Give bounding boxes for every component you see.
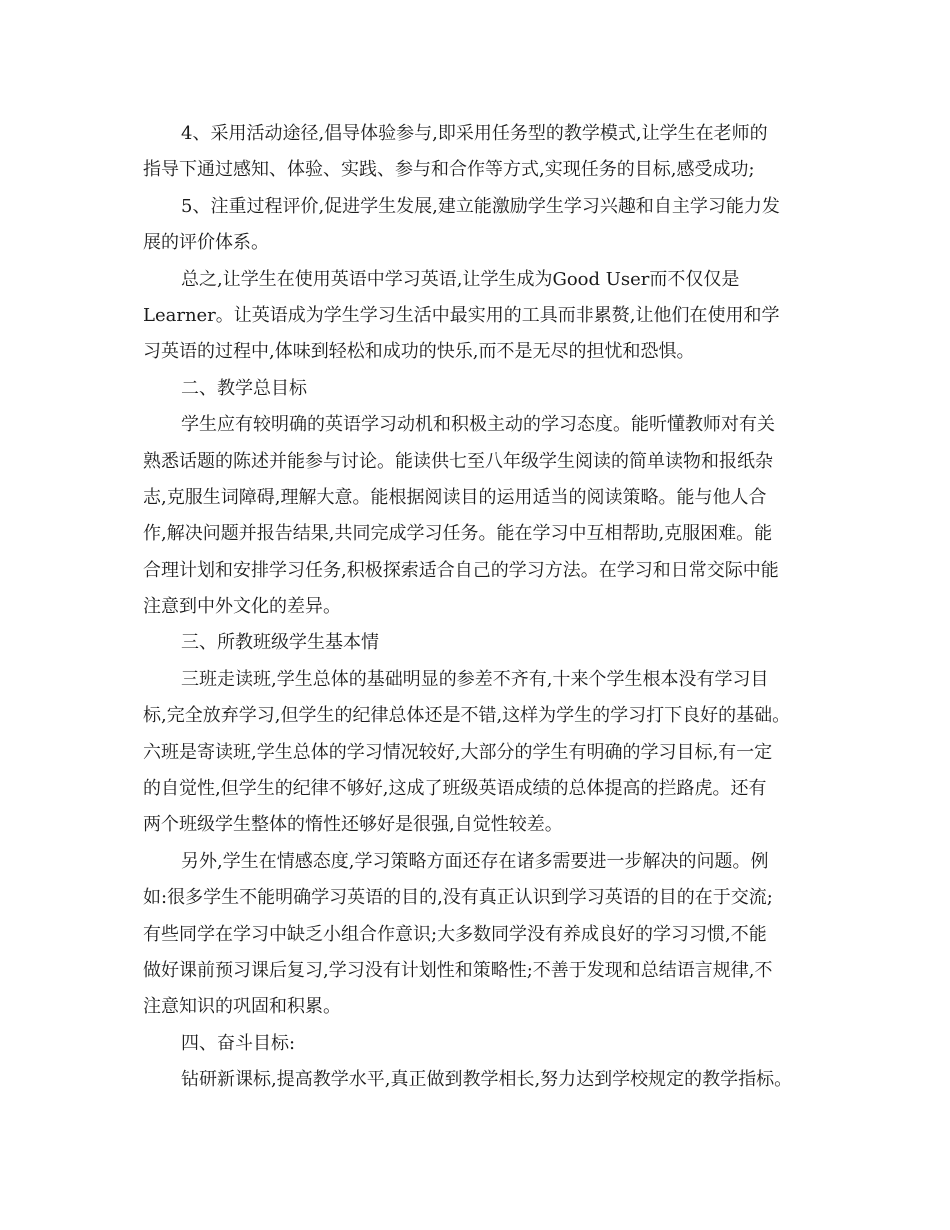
text-line: 四、奋斗目标: xyxy=(181,1032,296,1054)
text-line: 学生应有较明确的英语学习动机和积极主动的学习态度。能听懂教师对有关 xyxy=(181,414,775,436)
text-line: 如:很多学生不能明确学习英语的目的,没有真正认识到学习英语的目的在于交流; xyxy=(143,887,773,909)
text-line: 三、所教班级学生基本情 xyxy=(181,632,379,654)
text-line: 有些同学在学习中缺乏小组合作意识;大多数同学没有养成良好的学习习惯,不能 xyxy=(143,923,767,945)
text-line: 注意到中外文化的差异。 xyxy=(143,596,341,618)
text-line: 4、采用活动途径,倡导体验参与,即采用任务型的教学模式,让学生在老师的 xyxy=(181,123,768,144)
text-line: 作,解决问题并报告结果,共同完成学习任务。能在学习中互相帮助,克服困难。能 xyxy=(143,523,773,545)
text-line: 熟悉话题的陈述并能参与讨论。能读供七至八年级学生阅读的简单读物和报纸杂 xyxy=(143,450,773,472)
text-line: 标,完全放弃学习,但学生的纪律总体还是不错,这样为学生的学习打下良好的基础。 xyxy=(143,705,791,727)
text-line: 二、教学总目标 xyxy=(181,377,307,399)
text-line: 志,克服生词障碍,理解大意。能根据阅读目的运用适当的阅读策略。能与他人合 xyxy=(143,486,767,508)
text-line: 六班是寄读班,学生总体的学习情况较好,大部分的学生有明确的学习目标,有一定 xyxy=(143,741,773,763)
text-line: 5、注重过程评价,促进学生发展,建立能激励学生学习兴趣和自主学习能力发 xyxy=(181,195,780,217)
text-line: 注意知识的巩固和积累。 xyxy=(143,996,341,1018)
text-line: Learner。让英语成为学生学习生活中最实用的工具而非累赘,让他们在使用和学 xyxy=(143,304,780,326)
text-line: 展的评价体系。 xyxy=(143,232,269,254)
text-line: 合理计划和安排学习任务,积极探索适合自己的学习方法。在学习和日常交际中能 xyxy=(143,559,779,581)
text-line: 做好课前预习课后复习,学习没有计划性和策略性;不善于发现和总结语言规律,不 xyxy=(143,959,773,981)
text-line: 三班走读班,学生总体的基础明显的参差不齐有,十来个学生根本没有学习目 xyxy=(181,668,769,690)
text-line: 总之,让学生在使用英语中学习英语,让学生成为Good User而不仅仅是 xyxy=(181,268,740,290)
text-line: 指导下通过感知、体验、实践、参与和合作等方式,实现任务的目标,感受成功; xyxy=(143,159,755,181)
text-line: 钻研新课标,提高教学水平,真正做到教学相长,努力达到学校规定的教学指标。 xyxy=(181,1069,793,1091)
text-line: 两个班级学生整体的惰性还够好是很强,自觉性较差。 xyxy=(143,814,563,836)
text-line: 习英语的过程中,体味到轻松和成功的快乐,而不是无尽的担忧和恐惧。 xyxy=(143,341,695,363)
document-body xyxy=(143,116,823,1099)
text-line: 另外,学生在情感态度,学习策略方面还存在诸多需要进一步解决的问题。例 xyxy=(181,850,769,872)
text-line: 的自觉性,但学生的纪律不够好,这成了班级英语成绩的总体提高的拦路虎。还有 xyxy=(143,778,767,800)
